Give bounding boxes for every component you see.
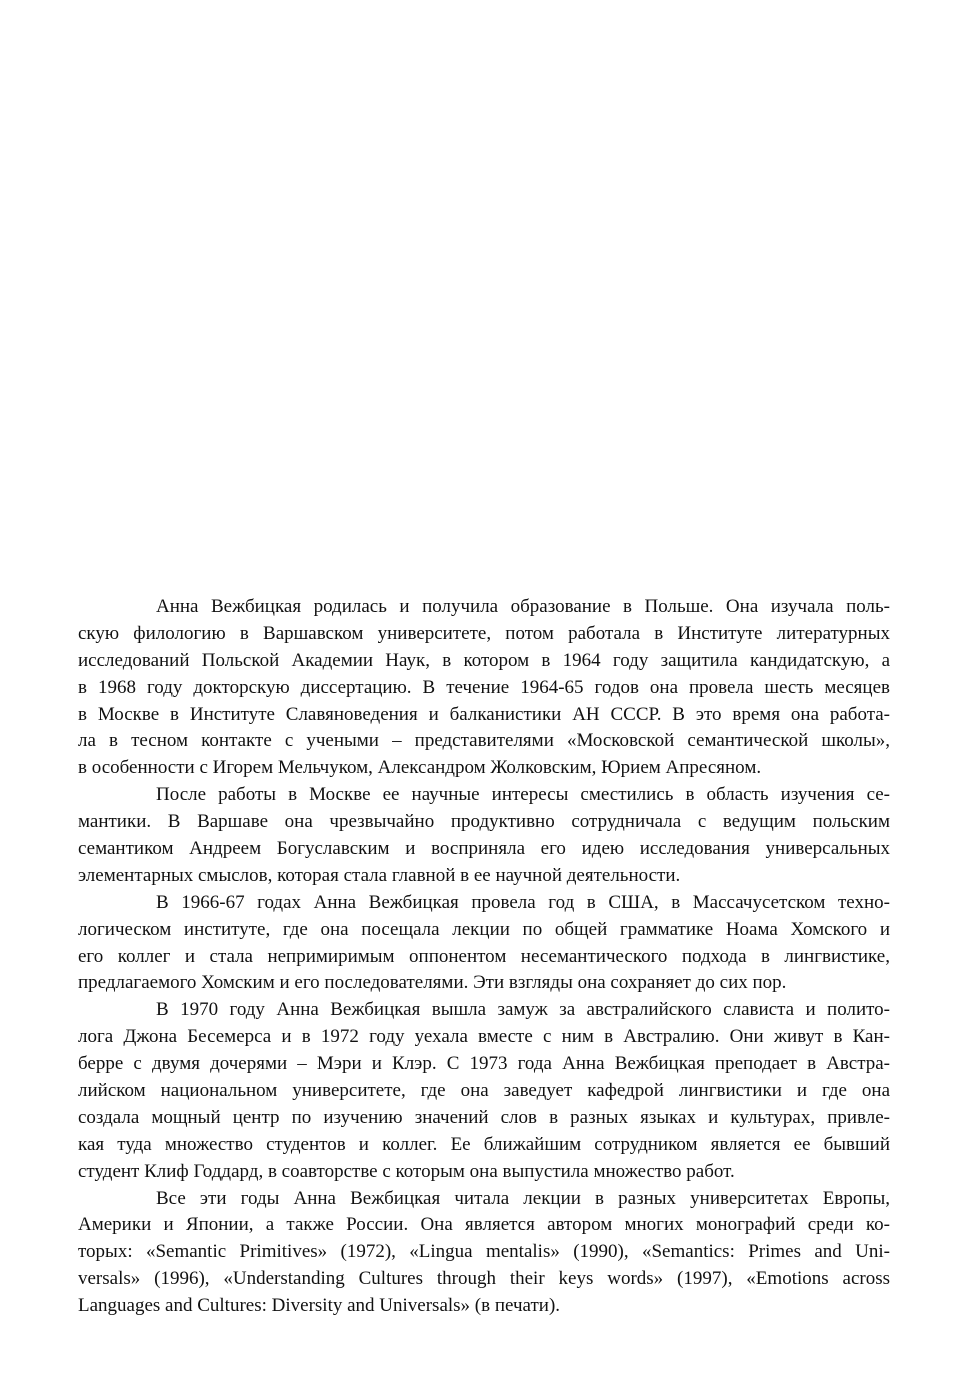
paragraph-5-line-1: Все эти годы Анна Вежбицкая читала лекции в разных университетах Европы, [156,1187,890,1209]
paragraph-4-line-3: берре с двумя дочерями – Мэри и Клэр. С 1973 года Анна Вежбицкая преподает в Австра- [78,1053,890,1075]
paragraph-1-line-2: скую филологию в Варшавском университете, потом работала в Институте литературных [78,622,890,644]
paragraph-1-line-6: ла в тесном контакте с учеными – представителями «Московской семантической школы», [78,730,890,752]
paragraph-3-line-3: его коллег и стала непримиримым оппонентом несемантического подхода в лингвистике, [78,945,890,967]
paragraph-4-line-1: В 1970 году Анна Вежбицкая вышла замуж за австралийского слависта и полито- [156,999,890,1021]
paragraph-5-line-5: Languages and Cultures: Diversity and Universals» (в печати). [78,1295,561,1317]
paragraph-3-line-1: В 1966-67 годах Анна Вежбицкая провела год в США, в Массачусетском техно- [156,891,890,913]
body-text [78,594,890,1320]
paragraph-4-line-6: кая туда множество студентов и коллег. Ее ближайшим сотрудником является ее бывший [78,1133,890,1155]
paragraph-2-line-3: семантиком Андреем Богуславским и восприняла его идею исследования универсальных [78,838,890,860]
paragraph-2-line-1: После работы в Москве ее научные интересы сместились в область изучения се- [156,784,890,806]
paragraph-5-line-4: versals» (1996), «Understanding Cultures through their keys words» (1997), «Emotions across [78,1268,890,1290]
paragraph-4-line-4: лийском национальном университете, где она заведует кафедрой лингвистики и где она [78,1080,890,1102]
paragraph-4-line-7: студент Клиф Годдард, в соавторстве с которым она выпустила множество работ. [78,1160,735,1182]
paragraph-2-line-4: элементарных смыслов, которая стала главной в ее научной деятельности. [78,864,681,886]
paragraph-1-line-7: в особенности с Игорем Мельчуком, Александром Жолковским, Юрием Апресяном. [78,757,762,779]
paragraph-1-line-4: в 1968 году докторскую диссертацию. В течение 1964-65 годов она провела шесть месяцев [78,676,890,698]
paragraph-5-line-2: Америки и Японии, а также России. Она является автором многих монографий среди ко- [78,1214,890,1236]
paragraph-3-line-2: логическом институте, где она посещала лекции по общей грамматике Ноама Хомского и [78,918,890,940]
paragraph-4-line-2: лога Джона Бесемерса и в 1972 году уехала вместе с ним в Австралию. Они живут в Кан- [78,1026,890,1048]
paragraph-1-line-1: Анна Вежбицкая родилась и получила образование в Польше. Она изучала поль- [156,596,890,617]
paragraph-1-line-3: исследований Польской Академии Наук, в котором в 1964 году защитила кандидатскую, а [78,649,890,671]
paragraph-3-line-4: предлагаемого Хомским и его последователями. Эти взгляды она сохраняет до сих пор. [78,972,787,994]
paragraph-1-line-5: в Москве в Институте Славяноведения и балканистики АН СССР. В это время она работа- [78,703,890,725]
paragraph-4-line-5: создала мощный центр по изучению значений слов в разных языках и культурах, привле- [78,1106,890,1128]
paragraph-2-line-2: мантики. В Варшаве она чрезвычайно продуктивно сотрудничала с ведущим польским [78,811,890,833]
paragraph-5-line-3: торых: «Semantic Primitives» (1972), «Lingua mentalis» (1990), «Semantics: Primes and Uni- [78,1241,890,1263]
